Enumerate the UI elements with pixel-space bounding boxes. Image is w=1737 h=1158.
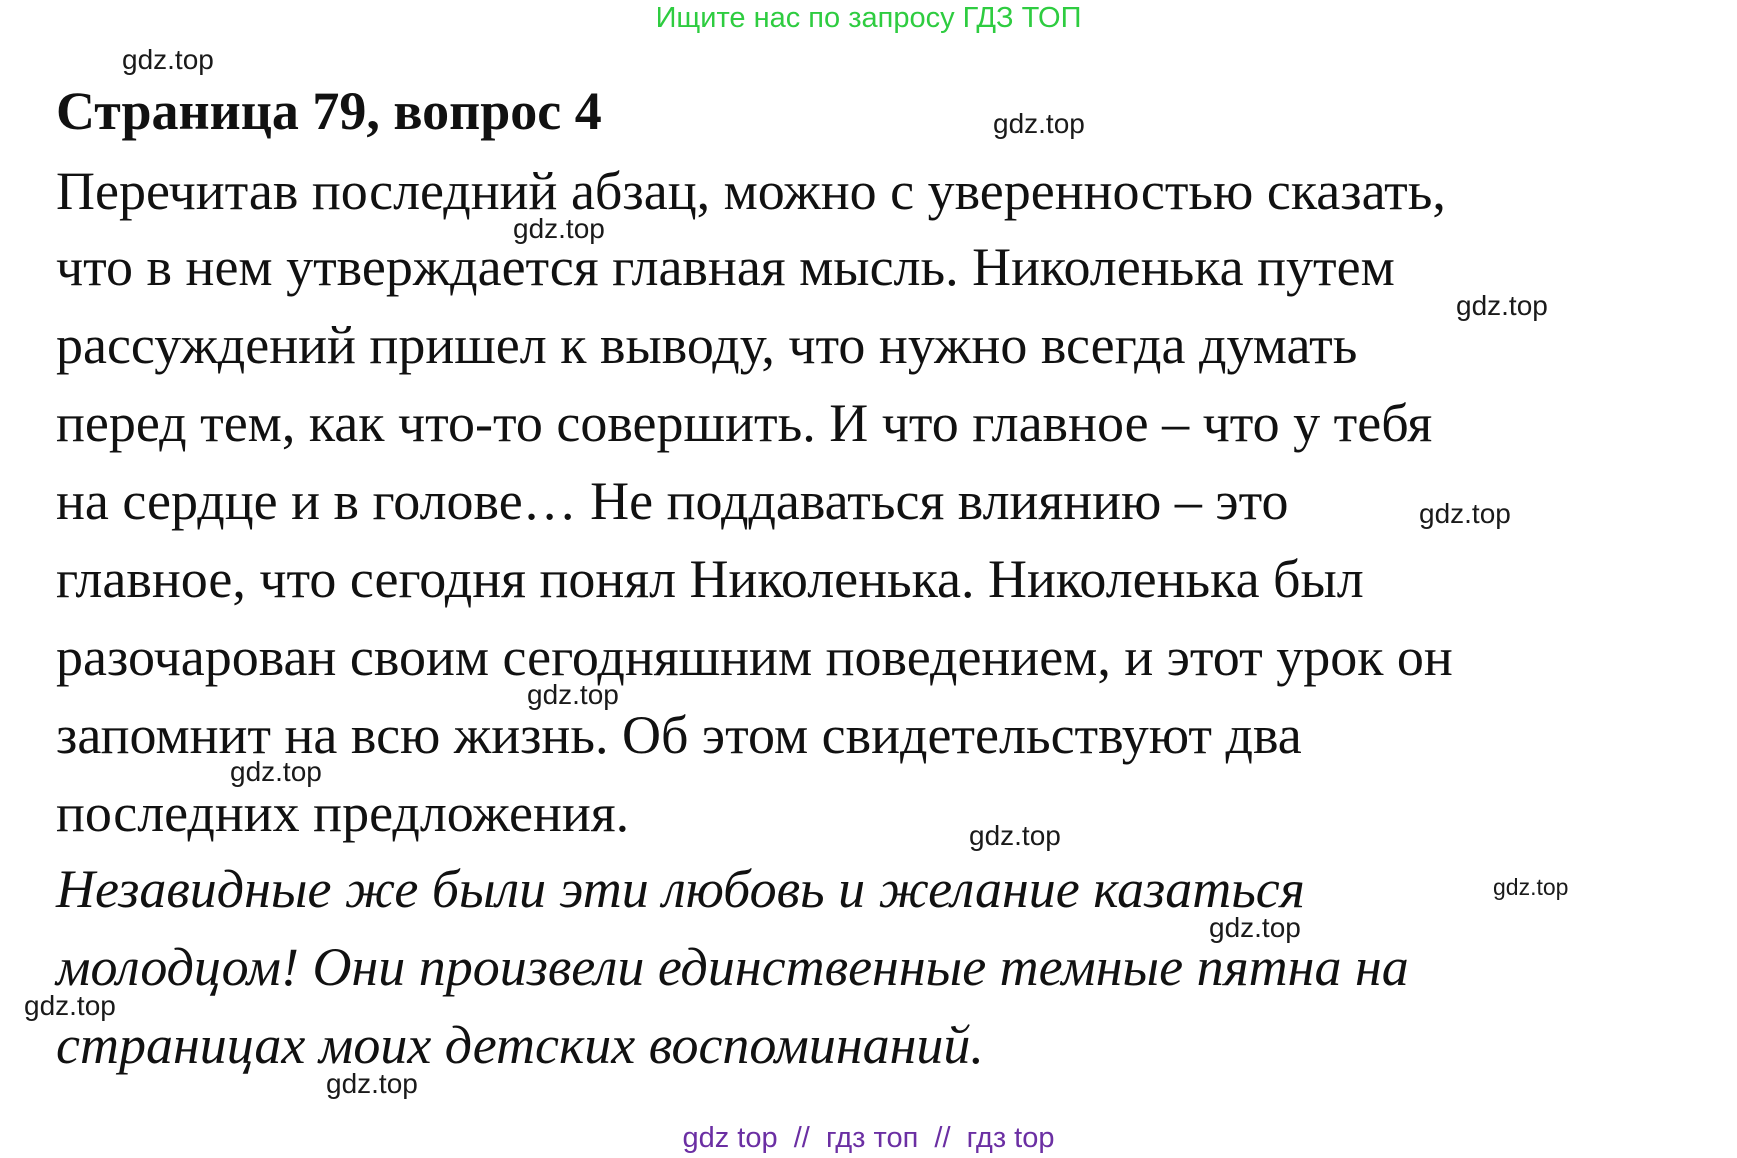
quote-line: страницах моих детских воспоминаний. <box>56 1015 984 1075</box>
watermark: gdz.top <box>1419 498 1511 529</box>
watermark: gdz.top <box>527 679 619 710</box>
watermark: gdz.top <box>1456 290 1548 321</box>
watermark: gdz.top <box>230 756 322 787</box>
body-line: Перечитав последний абзац, можно с уверенностью сказать, <box>56 161 1446 221</box>
watermark: gdz.top <box>24 990 116 1021</box>
watermark: gdz.top <box>993 108 1085 139</box>
body-line: главное, что сегодня понял Николенька. Николенька был <box>56 549 1364 609</box>
quote-line: молодцом! Они произвели единственные темные пятна на <box>56 937 1409 997</box>
top-banner: Ищите нас по запросу ГДЗ ТОП <box>655 2 1082 34</box>
watermark: gdz.top <box>969 820 1061 851</box>
body-line: последних предложения. <box>56 783 630 843</box>
body-line: что в нем утверждается главная мысль. Николенька путем <box>56 237 1395 297</box>
watermark: gdz.top <box>1493 874 1569 900</box>
watermark: gdz.top <box>122 44 214 75</box>
bottom-banner: gdz top // гдз топ // гдз top <box>682 1122 1055 1154</box>
body-line: запомнит на всю жизнь. Об этом свидетельствуют два <box>56 705 1302 765</box>
watermark: gdz.top <box>326 1068 418 1099</box>
body-line: перед тем, как что-то совершить. И что главное – что у тебя <box>56 393 1433 453</box>
watermark: gdz.top <box>513 213 605 244</box>
quote-line: Незавидные же были эти любовь и желание казаться <box>56 859 1305 919</box>
watermark: gdz.top <box>1209 912 1301 943</box>
body-line: на сердце и в голове… Не поддаваться влиянию – это <box>56 471 1289 531</box>
page-title: Страница 79, вопрос 4 <box>56 81 602 141</box>
body-line: рассуждений пришел к выводу, что нужно всегда думать <box>56 315 1358 375</box>
body-line: разочарован своим сегодняшним поведением, и этот урок он <box>56 627 1453 687</box>
